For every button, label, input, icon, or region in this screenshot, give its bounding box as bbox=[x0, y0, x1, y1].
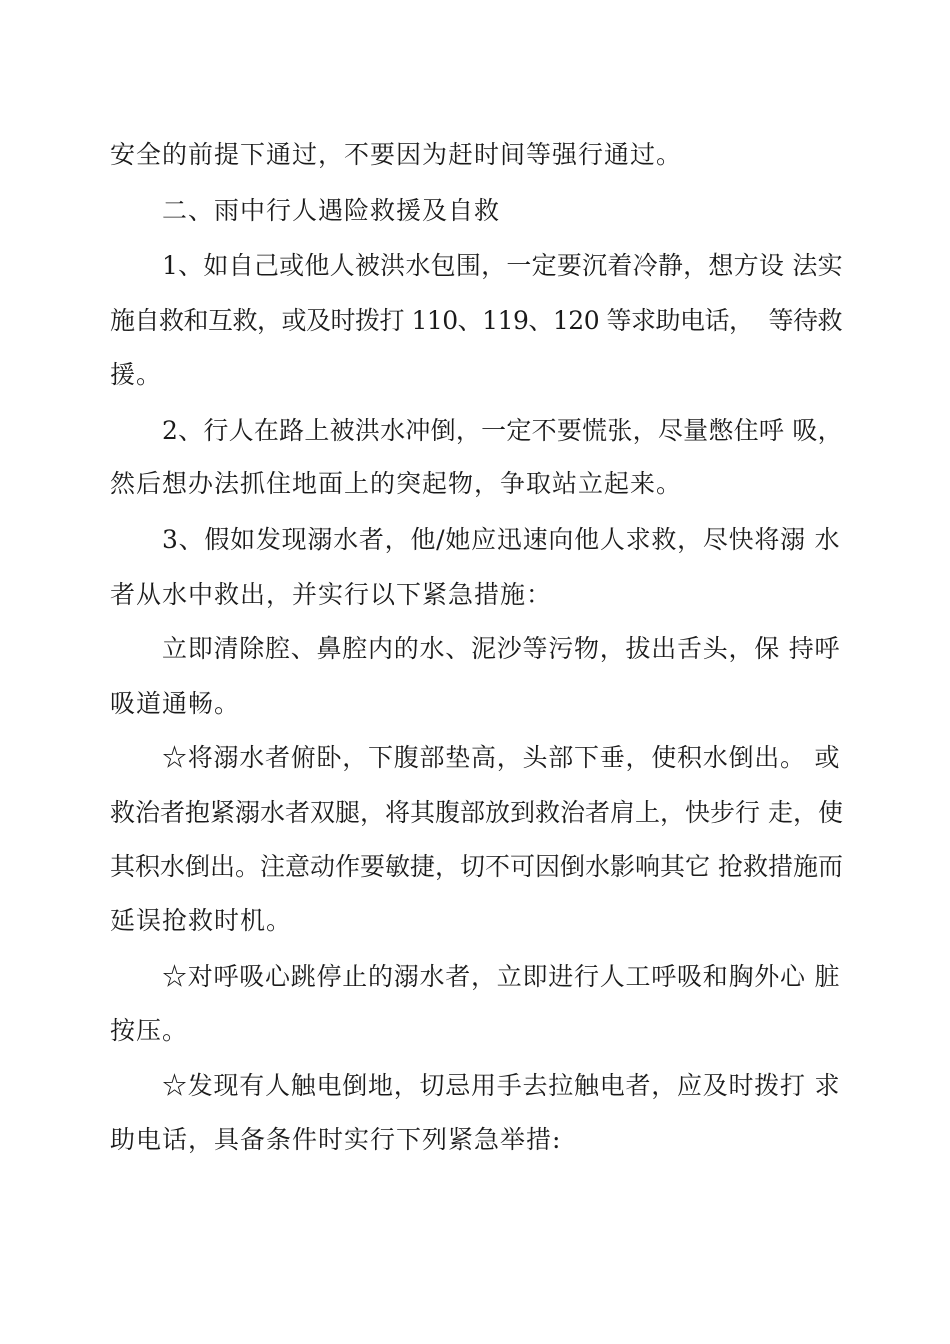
text-line: ☆对呼吸心跳停止的溺水者，立即进行人工呼吸和胸外心 脏 bbox=[162, 962, 841, 991]
text-line: 1、如自己或他人被洪水包围，一定要沉着冷静，想方设 法实 bbox=[162, 251, 843, 280]
text-line: 救治者抱紧溺水者双腿，将其腹部放到救治者肩上，快步行 走，使 bbox=[110, 798, 843, 827]
text-line: ☆将溺水者俯卧，下腹部垫高，头部下垂，使积水倒出。 或 bbox=[162, 743, 841, 772]
text-line: 其积水倒出。注意动作要敏捷，切不可因倒水影响其它 抢救措施而 bbox=[110, 852, 843, 881]
text-line: 者从水中救出，并实行以下紧急措施： bbox=[110, 580, 553, 609]
text-line: 安全的前提下通过，不要因为赶时间等强行通过。 bbox=[110, 140, 683, 169]
text-line: 2、行人在路上被洪水冲倒，一定不要慌张，尽量憋住呼 吸， bbox=[162, 416, 843, 445]
text-line: 吸道通畅。 bbox=[110, 689, 241, 718]
text-line: 施自救和互救，或及时拨打 110、119、120 等求助电话， 等待救 bbox=[110, 306, 842, 335]
text-line: 援。 bbox=[110, 360, 163, 389]
text-line: 然后想办法抓住地面上的突起物，争取站立起来。 bbox=[110, 469, 683, 498]
text-line: 立即清除腔、鼻腔内的水、泥沙等污物，拔出舌头，保 持呼 bbox=[162, 634, 841, 663]
text-line: 3、假如发现溺水者，他/她应迅速向他人求救，尽快将溺 水 bbox=[162, 525, 841, 554]
text-line: 延误抢救时机。 bbox=[110, 906, 293, 935]
text-line: 助电话，具备条件时实行下列紧急举措: bbox=[110, 1125, 562, 1154]
text-line: ☆发现有人触电倒地，切忌用手去拉触电者，应及时拨打 求 bbox=[162, 1071, 841, 1100]
text-line: 按压。 bbox=[110, 1016, 189, 1045]
section-heading: 二、雨中行人遇险救援及自救 bbox=[162, 196, 501, 225]
